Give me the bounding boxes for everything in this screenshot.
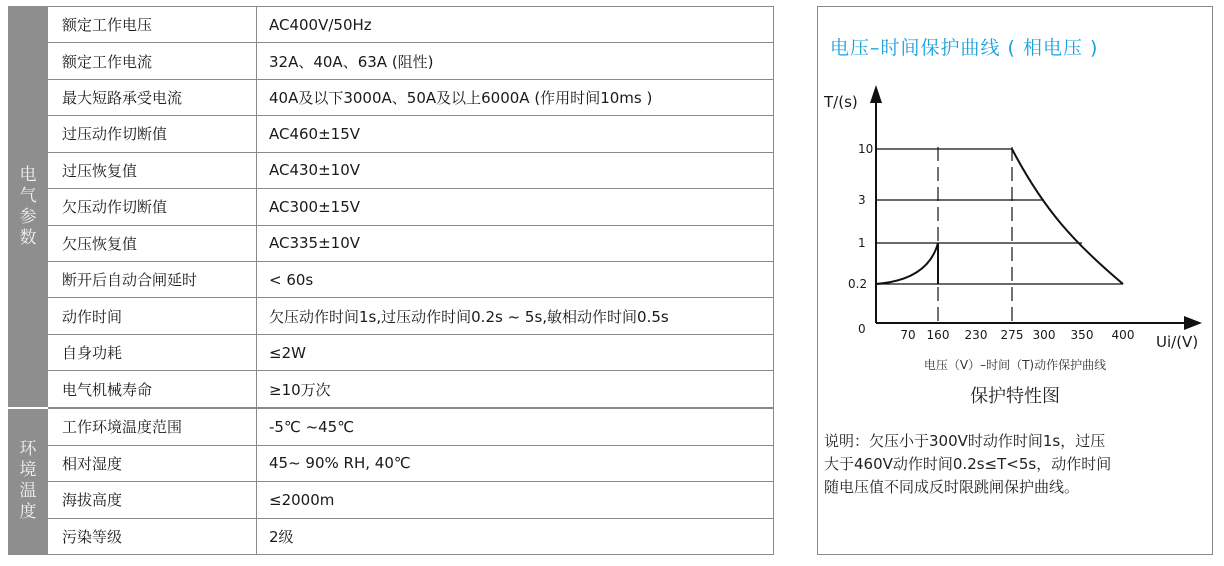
y-tick-label: 0.2 bbox=[848, 277, 868, 291]
param-name: 额定工作电压 bbox=[48, 7, 257, 43]
table-row bbox=[9, 482, 774, 518]
x-tick-label: 70 bbox=[900, 328, 916, 342]
table-row bbox=[9, 79, 774, 115]
table-row bbox=[9, 225, 774, 261]
param-value: AC300±15V bbox=[257, 189, 774, 225]
category-char: 温 bbox=[19, 481, 37, 502]
table-row bbox=[9, 7, 774, 43]
x-axis-arrow bbox=[1184, 316, 1202, 330]
param-value: ≥10万次 bbox=[257, 371, 774, 408]
table-row bbox=[9, 261, 774, 297]
y-tick-label: 3 bbox=[858, 193, 866, 207]
x-tick-label: 275 bbox=[1000, 328, 1024, 342]
param-name: 污染等级 bbox=[48, 518, 257, 554]
y-tick-label: 1 bbox=[858, 236, 866, 250]
x-tick-label: 300 bbox=[1032, 328, 1056, 342]
category-char: 气 bbox=[19, 185, 37, 206]
param-value: ≤2000m bbox=[257, 482, 774, 518]
param-name: 工作环境温度范围 bbox=[48, 408, 257, 445]
param-value: AC400V/50Hz bbox=[257, 7, 774, 43]
panel-title: 电压–时间保护曲线 ( 相电压 ) bbox=[830, 37, 1099, 59]
table-row bbox=[9, 518, 774, 554]
note-line: 大于460V动作时间0.2s≤T<5s，动作时间 bbox=[824, 455, 1112, 473]
table-row bbox=[9, 116, 774, 152]
param-value: 欠压动作时间1s,过压动作时间0.2s ~ 5s,敏相动作时间0.5s bbox=[257, 298, 774, 334]
param-value: -5℃ ~45℃ bbox=[257, 408, 774, 445]
table-row bbox=[9, 152, 774, 188]
table-row bbox=[9, 371, 774, 408]
param-name: 过压动作切断值 bbox=[48, 116, 257, 152]
param-value: 40A及以下3000A、50A及以上6000A (作用时间10ms ) bbox=[257, 79, 774, 115]
param-name: 动作时间 bbox=[48, 298, 257, 334]
param-name: 额定工作电流 bbox=[48, 43, 257, 79]
overvoltage-curve bbox=[1012, 149, 1123, 284]
param-name: 自身功耗 bbox=[48, 334, 257, 370]
param-name: 过压恢复值 bbox=[48, 152, 257, 188]
category-char: 电 bbox=[19, 164, 37, 185]
chart-caption: 电压（V）–时间（T)动作保护曲线 bbox=[923, 358, 1107, 372]
explanation-note bbox=[824, 430, 1208, 499]
param-value: AC460±15V bbox=[257, 116, 774, 152]
x-tick-label: 400 bbox=[1111, 328, 1135, 342]
category-label bbox=[9, 408, 48, 555]
param-name: 电气机械寿命 bbox=[48, 371, 257, 408]
x-tick-label: 350 bbox=[1070, 328, 1094, 342]
param-name: 欠压恢复值 bbox=[48, 225, 257, 261]
x-tick-label: 230 bbox=[964, 328, 988, 342]
param-name: 最大短路承受电流 bbox=[48, 79, 257, 115]
y-axis-arrow bbox=[870, 85, 882, 103]
category-char: 境 bbox=[19, 460, 37, 481]
param-value: 32A、40A、63A (阻性) bbox=[257, 43, 774, 79]
x-axis-label: Ui/(V) bbox=[1156, 333, 1199, 351]
y-tick-label: 0 bbox=[858, 322, 866, 336]
note-line: 说明：欠压小于300V时动作时间1s，过压 bbox=[824, 432, 1106, 450]
spec-table bbox=[8, 6, 774, 555]
category-char: 参 bbox=[19, 206, 37, 227]
param-name: 海拔高度 bbox=[48, 482, 257, 518]
param-name: 欠压动作切断值 bbox=[48, 189, 257, 225]
param-value: AC335±10V bbox=[257, 225, 774, 261]
y-axis-label: T/(s) bbox=[824, 93, 858, 111]
table-row bbox=[9, 408, 774, 445]
protection-curve-panel bbox=[817, 6, 1213, 555]
note-line: 随电压值不同成反时限跳闸保护曲线。 bbox=[824, 478, 1080, 496]
table-row bbox=[9, 445, 774, 481]
category-char: 数 bbox=[19, 227, 37, 248]
param-name: 断开后自动合闸延时 bbox=[48, 261, 257, 297]
category-label bbox=[9, 7, 48, 408]
category-char: 度 bbox=[19, 502, 37, 523]
x-tick-label: 160 bbox=[926, 328, 950, 342]
param-value: 45~ 90% RH, 40℃ bbox=[257, 445, 774, 481]
table-row bbox=[9, 43, 774, 79]
chart-subtitle: 保护特性图 bbox=[970, 386, 1060, 407]
param-value: 2级 bbox=[257, 518, 774, 554]
param-value: ≤2W bbox=[257, 334, 774, 370]
param-value: < 60s bbox=[257, 261, 774, 297]
y-tick-label: 10 bbox=[858, 142, 874, 156]
table-row bbox=[9, 298, 774, 334]
category-char: 环 bbox=[19, 439, 37, 460]
table-row bbox=[9, 189, 774, 225]
param-name: 相对湿度 bbox=[48, 445, 257, 481]
param-value: AC430±10V bbox=[257, 152, 774, 188]
undervoltage-curve bbox=[876, 243, 938, 284]
table-row bbox=[9, 334, 774, 370]
